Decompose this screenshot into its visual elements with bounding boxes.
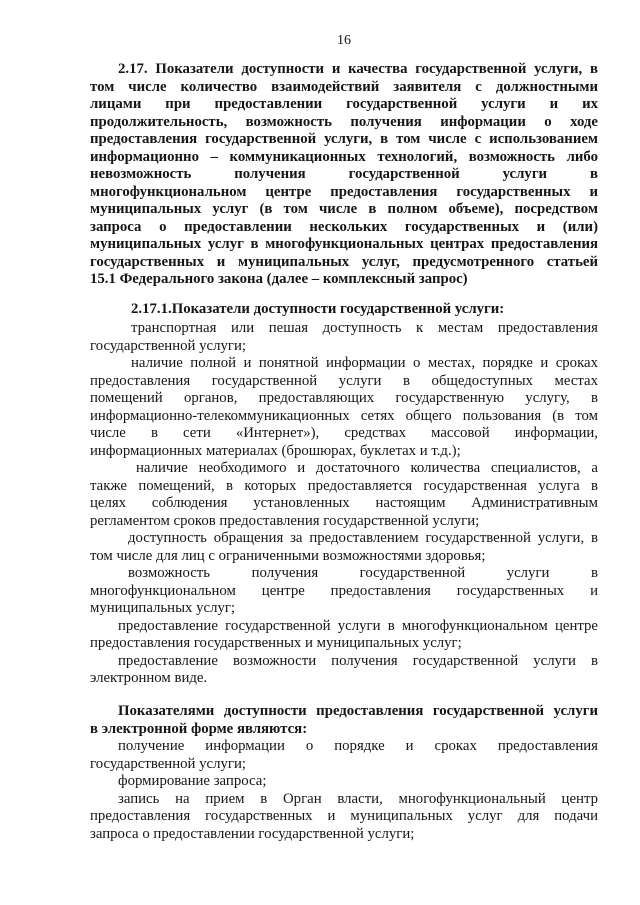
indicator-item: [90, 618, 598, 653]
indicator-line: муниципальных услуг;: [90, 600, 236, 616]
indicator-item: [90, 565, 598, 618]
section-heading: [90, 61, 598, 289]
heading-line: запроса о предоставлении нескольких государственных и (или): [90, 218, 598, 235]
electronic-indicator-item: [90, 791, 598, 844]
heading-line: предоставления государственной услуги, в том числе с использованием: [90, 131, 598, 147]
heading-line: 15.1 Федерального закона (далее – комплексный запрос): [90, 271, 468, 287]
page-number: 16: [337, 33, 351, 48]
availability-indicators-list: [90, 320, 598, 688]
indicator-item: [90, 355, 598, 460]
heading-line: муниципальных услуг в многофункциональных центрах предоставления: [90, 236, 598, 252]
heading-line: невозможность получения государственной услуги в: [90, 166, 598, 182]
subsection-title-text: 2.17.1.Показатели доступности государственной услуги:: [131, 301, 505, 317]
indicator-item: [90, 653, 598, 688]
electronic-indicator-line: получение информации о порядке и сроках предоставления: [118, 738, 598, 754]
heading-line: том числе количество взаимодействий заявителя с должностными: [90, 78, 598, 95]
indicator-line: том числе для лиц с ограниченными возможностями здоровья;: [90, 547, 486, 564]
electronic-indicators-list: [90, 738, 598, 843]
indicator-line: помещений органов, предоставляющих государственную услугу, в: [90, 390, 598, 406]
indicator-line: возможность получения государственной услуги в: [128, 565, 598, 581]
indicator-line: предоставления государственных и муниципальных услуг;: [90, 635, 462, 651]
indicator-item: [90, 320, 598, 355]
indicator-line: электронном виде.: [90, 670, 208, 686]
electronic-indicator-line: запись на прием в Орган власти, многофункциональный центр: [118, 790, 598, 807]
electronic-indicator-item: [90, 773, 598, 791]
indicator-line: регламентом сроков предоставления государственной услуги;: [90, 512, 480, 529]
indicator-line: также помещений, в которых предоставляется государственная услуга в: [90, 477, 598, 494]
indicator-line: информационно-телекоммуникационных сетях общего пользования (в том: [90, 407, 598, 424]
indicator-line: предоставление возможности получения государственной услуги в: [118, 652, 598, 669]
indicator-line: целях соблюдения установленных настоящим Административным: [90, 495, 598, 511]
electronic-title-line: Показателями доступности предоставления государственной услуги: [118, 703, 598, 719]
indicator-line: предоставление государственной услуги в многофункциональном центре: [118, 617, 598, 634]
indicator-line: доступность обращения за предоставлением государственной услуги, в: [128, 530, 598, 546]
heading-line: 2.17. Показатели доступности и качества государственной услуги, в: [118, 61, 598, 77]
indicator-line: многофункциональном центре предоставления государственных и: [90, 582, 598, 599]
heading-line: многофункциональном центре предоставления государственных и: [90, 183, 598, 200]
indicator-item: [90, 460, 598, 530]
electronic-indicator-item: [90, 738, 598, 773]
indicator-line: информационных материалах (брошюрах, буклетах и т.д.);: [90, 442, 461, 459]
indicator-line: наличие полной и понятной информации о местах, порядке и сроках: [131, 355, 598, 371]
heading-line: муниципальных услуг (в том числе в полном объеме), посредством: [90, 201, 598, 217]
indicator-item: [90, 530, 598, 565]
indicator-line: государственной услуги;: [90, 337, 247, 354]
electronic-section-title: [90, 703, 598, 738]
heading-line: лицами при предоставлении государственной услуги и их: [90, 96, 598, 112]
electronic-indicator-line: запроса о предоставлении государственной услуги;: [90, 825, 415, 842]
heading-line: продолжительность, возможность получения информации о ходе: [90, 113, 598, 130]
electronic-indicator-line: предоставления государственных и муниципальных услуг для подачи: [90, 808, 598, 824]
indicator-line: числе в сети «Интернет»), средствах массовой информации,: [90, 425, 598, 441]
electronic-title-line: в электронной форме являются:: [90, 720, 308, 737]
heading-line: информационно – коммуникационных технологий, возможность либо: [90, 148, 598, 165]
heading-line: государственных и муниципальных услуг, предусмотренного статьей: [90, 253, 598, 270]
subsection-title: [90, 301, 598, 319]
electronic-indicator-line: государственной услуги;: [90, 755, 247, 772]
indicator-line: наличие необходимого и достаточного количества специалистов, а: [136, 460, 598, 476]
indicator-line: транспортная или пешая доступность к местам предоставления: [131, 320, 598, 336]
electronic-indicator-line: формирование запроса;: [118, 773, 267, 789]
indicator-line: предоставления государственной услуги в общедоступных местах: [90, 372, 598, 389]
